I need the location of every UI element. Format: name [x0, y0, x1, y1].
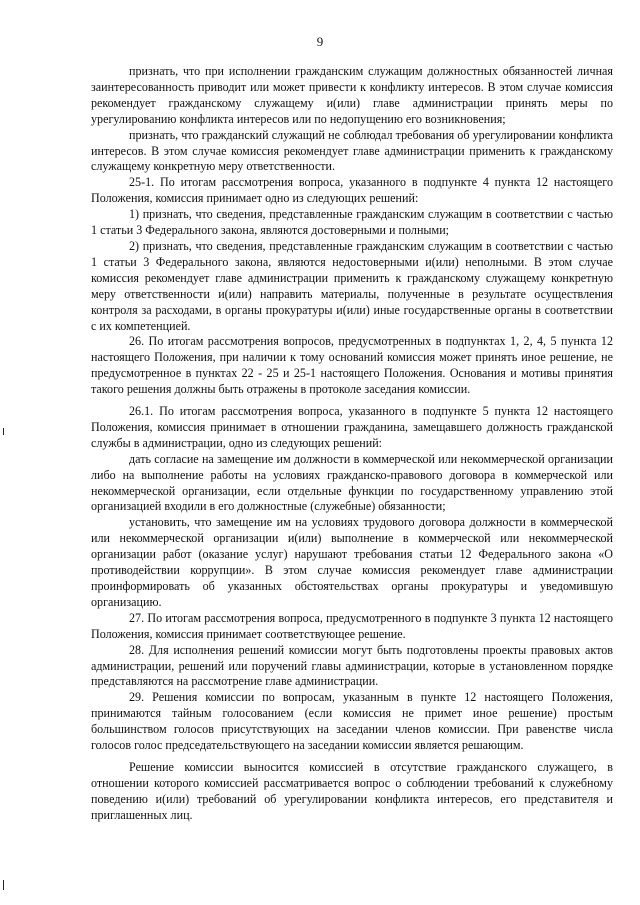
paragraph-27: 27. По итогам рассмотрения вопроса, предусмотренного в подпункте 3 пункта 12 настоящего Положения, комиссия принимает соответствующее решение.: [91, 610, 613, 641]
paragraph-25-1-item-2: 2) признать, что сведения, представленные гражданским служащим в соответствии с частью 1 статьи 3 Федерального закона, являются недостоверными и(или) неполными. В этом случае комиссия рекомендует главе администрации применить к гражданскому служащему конкретную меру ответственности и(или) направить материалы, полученные в результате осуществления контроля за расходами, в органы прокуратуры и(или) иные государственные органы в соответствии с их компетенцией.: [91, 238, 613, 333]
paragraph-25-1-item-1: 1) признать, что сведения, представленные гражданским служащим в соответствии с частью 1 статьи 3 Федерального закона, являются достоверными и полными;: [91, 207, 613, 238]
paragraph-28: 28. Для исполнения решений комиссии могут быть подготовлены проекты правовых актов администрации, решений или поручений главы администрации, которые в установленном порядке представляются на рассмотрение главе администрации.: [91, 642, 613, 689]
paragraph-25-1: 25-1. По итогам рассмотрения вопроса, указанного в подпункте 4 пункта 12 настоящего Положения, комиссия принимает одно из следующих решений:: [91, 175, 613, 206]
page-number: 9: [316, 34, 324, 49]
paragraph-26-1: 26.1. По итогам рассмотрения вопроса, указанного в подпункте 5 пункта 12 настоящего Положения, комиссия принимает в отношении гражданина, замещавшего должность гражданской службы в администрации, одно из следующих решений:: [91, 404, 613, 450]
paragraph-26-1-violation: установить, что замещение им на условиях трудового договора должности в коммерческой или некоммерческой организации и(или) выполнение в коммерческой или некоммерческой организации работ (оказание услуг) нарушают требования статьи 12 Федерального закона «О противодействии коррупции». В этом случае комиссия рекомендует главе администрации проинформировать об указанных обстоятельствах органы прокуратуры и уведомившую организацию.: [91, 515, 613, 609]
paragraph-26-1-consent: дать согласие на замещение им должности в коммерческой или некоммерческой организации либо на выполнение работы на условиях гражданско-правового договора в коммерческой или некоммерческой организации, если отдельные функции по государственному управлению этой организацией входили в его должностные (служебные) обязанности;: [91, 451, 613, 514]
paragraph-requirements-not-met: признать, что гражданский служащий не соблюдал требования об урегулировании конфликта интересов. В этом случае комиссия рекомендует главе администрации применить к гражданскому служащему конкретную меру ответственности.: [91, 127, 613, 174]
scan-margin-mark: [3, 880, 4, 890]
document-body: [91, 64, 613, 824]
paragraph-decision-absence: Решение комиссии выносится комиссией в отсутствие гражданского служащего, в отношении которого комиссией рассматривается вопрос о соблюдении требований к служебному поведению и(или) требований об урегулировании конфликта интересов, его представителя и приглашенных лиц.: [91, 759, 613, 822]
paragraph-conflict-of-interest: признать, что при исполнении гражданским служащим должностных обязанностей личная заинтересованность приводит или может привести к конфликту интересов. В этом случае комиссия рекомендует гражданскому служащему и(или) главе администрации принять меры по урегулированию конфликта интересов или по недопущению его возникновения;: [91, 64, 613, 126]
paragraph-26: 26. По итогам рассмотрения вопросов, предусмотренных в подпунктах 1, 2, 4, 5 пункта 12 настоящего Положения, при наличии к тому оснований комиссия может принять иное решение, не предусмотренное в пунктах 22 - 25 и 25-1 настоящего Положения. Основания и мотивы принятия такого решения должны быть отражены в протоколе заседания комиссии.: [91, 334, 613, 397]
paragraph-29: 29. Решения комиссии по вопросам, указанным в пункте 12 настоящего Положения, принимаются тайным голосованием (если комиссия не примет иное решение) простым большинством голосов присутствующих на заседании членов комиссии. При равенстве числа голосов голос председательствующего на заседании комиссии является решающим.: [91, 690, 613, 753]
scan-margin-mark: [3, 428, 4, 435]
